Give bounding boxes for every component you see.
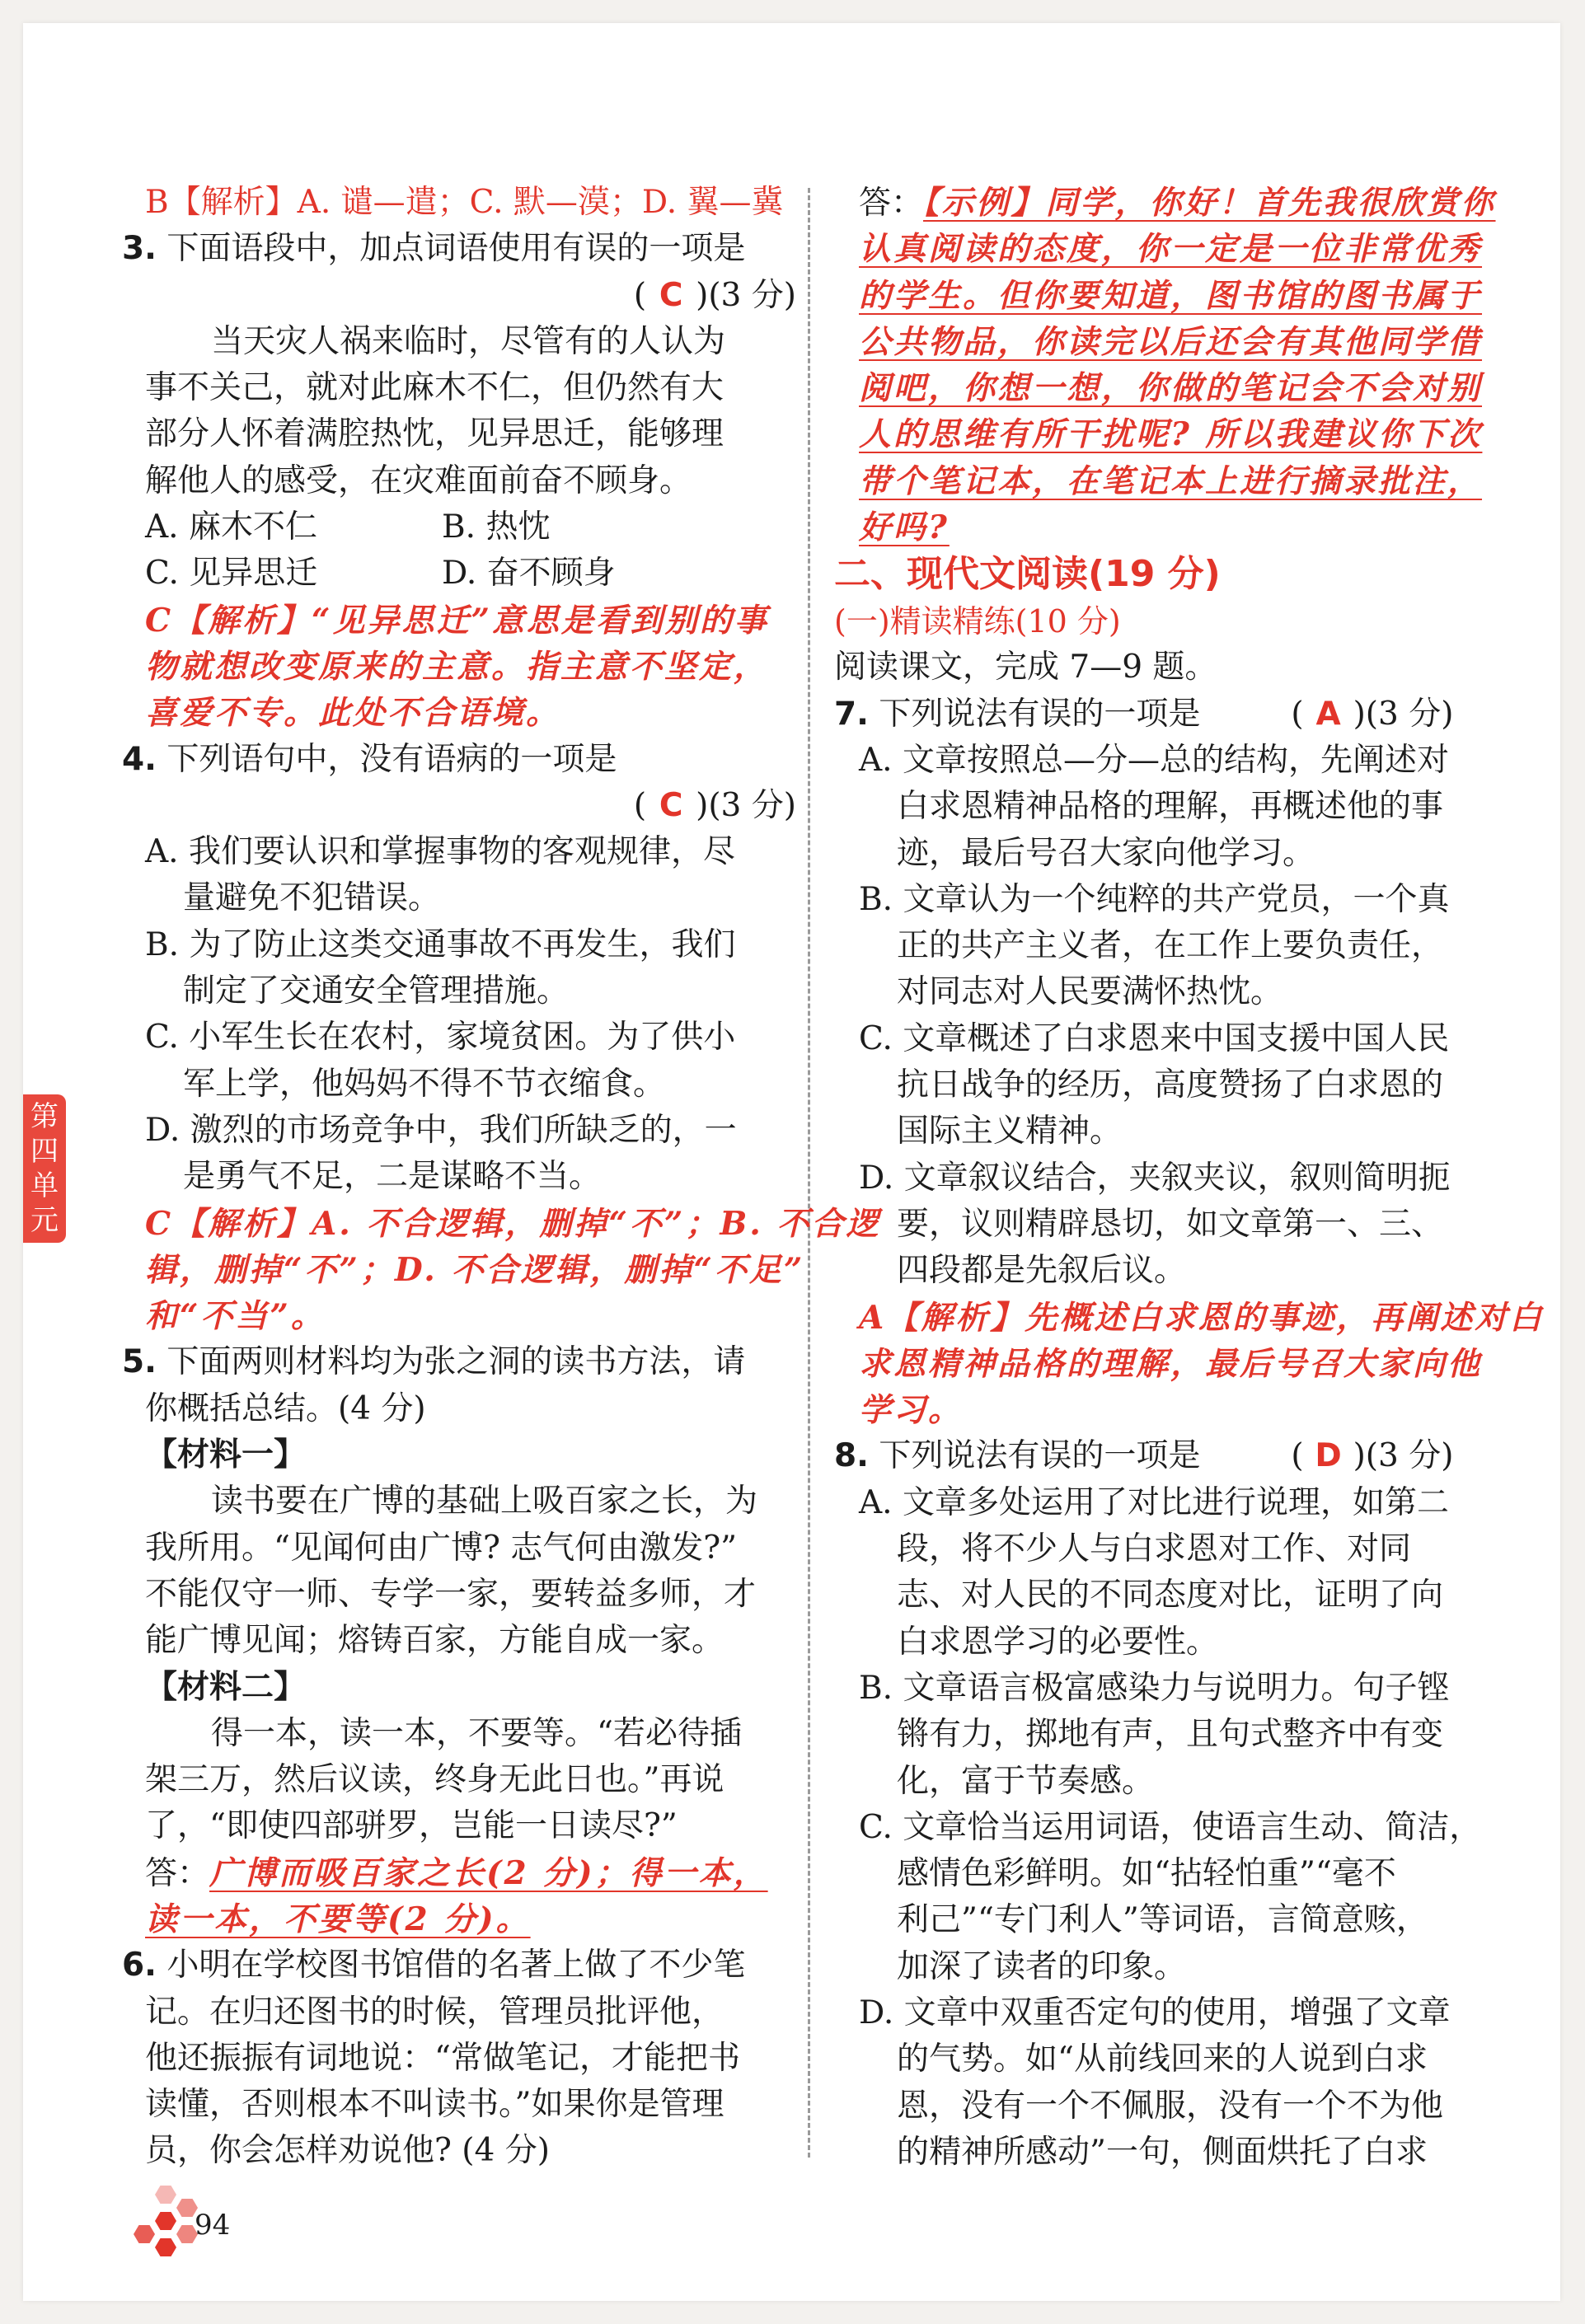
- q6-answer-label: 答：: [859, 185, 924, 222]
- material1-line: 不能仅守一师、专学一家，要转益多师，才: [145, 1575, 757, 1613]
- subsection-1-title: (一)精读精练(10 分): [834, 603, 1121, 640]
- q3-option-c: C. 见异思迁: [145, 555, 318, 593]
- q7-option-line: 对同志对人民要满怀热忱。: [897, 973, 1283, 1011]
- q4-option-line: 量避免不犯错误。: [183, 879, 441, 917]
- unit-side-tab: 第四单元: [23, 1094, 66, 1243]
- q8-option-line: A. 文章多处运用了对比进行说理，如第二: [859, 1483, 1449, 1521]
- q7-option-line: D. 文章叙议结合，夹叙夹议，叙则简明扼: [859, 1159, 1451, 1197]
- q7-answer: A: [1315, 695, 1341, 733]
- q5-stem-text: 下面两则材料均为张之洞的读书方法，请: [166, 1343, 746, 1381]
- material1-title: 【材料一】: [145, 1436, 307, 1474]
- q7-option-line: C. 文章概述了白求恩来中国支援中国人民: [859, 1019, 1450, 1057]
- q3-number: 3.: [122, 230, 157, 268]
- q5-number: 5.: [122, 1343, 157, 1381]
- q6-stem-line: 员，你会怎样劝说他? (4 分): [145, 2132, 550, 2170]
- q3-passage-line: 事不关己，就对此麻木不仁，但仍然有大: [145, 369, 725, 407]
- q3-passage-line: 部分人怀着满腔热忱，见异思迁，能够理: [145, 415, 725, 453]
- q3-options-row: [145, 504, 804, 551]
- workbook-page: [23, 23, 1560, 2301]
- q7-option-line: A. 文章按照总—分—总的结构，先阐述对: [859, 741, 1449, 779]
- q6-stem-line: 读懂，否则根本不叫读书。”如果你是管理: [145, 2086, 725, 2124]
- q7-number: 7.: [834, 695, 869, 733]
- q8-option-line: 加深了读者的印象。: [897, 1947, 1187, 1985]
- q3-analysis-line: 物就想改变原来的主意。指主意不坚定，: [145, 647, 769, 686]
- q3-stem: [122, 226, 804, 272]
- q5-answer-label: 答：: [145, 1854, 210, 1892]
- q7-option-line: 白求恩精神品格的理解，再概述他的事: [897, 788, 1444, 826]
- q8-option-line: 恩，没有一个不佩服，没有一个不为他: [897, 2087, 1444, 2125]
- q8-option-line: 的气势。如“从前线回来的人说到白求: [897, 2041, 1428, 2078]
- q6-stem-line: 记。在归还图书的时候，管理员批评他，: [145, 1993, 725, 2031]
- page-number: 94: [195, 2209, 231, 2242]
- material1-line: 能广博见闻；熔铸百家，方能自成一家。: [145, 1622, 725, 1660]
- q5-answer-line: [145, 1896, 804, 1942]
- reading-intro: 阅读课文，完成 7—9 题。: [834, 649, 1217, 686]
- q3-passage-line: 解他人的感受，在灾难面前奋不顾身。: [145, 462, 692, 499]
- q7-option-line: B. 文章认为一个纯粹的共产党员，一个真: [859, 880, 1450, 918]
- q7-stem: 7. 下列说法有误的一项是 ( A )(3 分): [834, 691, 1518, 738]
- q5-answer-line: [145, 1850, 804, 1896]
- q4-stem-text: 下列语句中，没有语病的一项是: [166, 740, 617, 778]
- q3-option-b: B. 热忱: [442, 508, 551, 546]
- q6-answer-line: 好吗?: [859, 508, 950, 547]
- q3-analysis-line: C【解析】“见异思迁”意思是看到别的事: [145, 601, 769, 640]
- section-2-title: 二、现代文阅读(19 分): [834, 553, 1221, 596]
- q4-option-line: C. 小军生长在农村，家境贫困。为了供小: [145, 1019, 736, 1057]
- left-column: [122, 180, 881, 2175]
- material2-line: 了，“即使四部骈罗，岂能一日读尽?”: [145, 1807, 678, 1845]
- q8-points: (3 分): [1365, 1437, 1454, 1475]
- q3-option-a: A. 麻木不仁: [145, 508, 317, 546]
- q7-analysis-line: 学习。: [859, 1391, 964, 1430]
- material2-line: 得一本，读一本，不要等。“若必待插: [211, 1714, 742, 1752]
- q6-stem-line: 他还振振有词地说：“常做笔记，才能把书: [145, 2039, 740, 2077]
- q4-score: ( C )(3 分): [145, 783, 804, 829]
- q7-points: (3 分): [1365, 695, 1454, 733]
- q5-answer-text: 读一本，不要等(2 分)。: [145, 1900, 531, 1938]
- q7-option-line: 国际主义精神。: [897, 1113, 1123, 1150]
- q8-option-line: 志、对人民的不同态度对比，证明了向: [897, 1577, 1444, 1614]
- q3-options-row: [145, 551, 804, 597]
- q4-analysis-line: C【解析】A. 不合逻辑，删掉“不”；B. 不合逻: [145, 1204, 881, 1243]
- q6-answer-text: 【示例】同学，你好！首先我很欣赏你: [923, 184, 1496, 222]
- q8-option-line: C. 文章恰当运用词语，使语言生动、简洁，: [859, 1808, 1482, 1846]
- column-divider: [808, 188, 810, 2158]
- q7-option-line: 要，议则精辟恳切，如文章第一、三、: [897, 1205, 1444, 1243]
- q6-answer-line: 人的思维有所干扰呢? 所以我建议你下次: [859, 415, 1483, 454]
- q6-answer-line: 阅吧，你想一想，你做的笔记会不会对别: [859, 369, 1483, 408]
- q8-number: 8.: [834, 1437, 869, 1475]
- q8-option-line: 白求恩学习的必要性。: [897, 1623, 1219, 1661]
- q2-analysis: B【解析】A. 谴—遣；C. 默—漠；D. 翼—冀: [145, 184, 784, 221]
- q3-points: (3 分): [708, 276, 796, 314]
- q4-points: (3 分): [708, 786, 796, 824]
- q4-option-line: 制定了交通安全管理措施。: [183, 972, 570, 1010]
- q6-number: 6.: [122, 1947, 157, 1984]
- q4-analysis-line: 和“不当”。: [145, 1297, 326, 1336]
- q4-option-line: 是勇气不足，二是谋略不当。: [183, 1158, 602, 1196]
- material2-line: 架三万，然后议读，终身无此日也。”再说: [145, 1761, 725, 1799]
- right-column: [834, 180, 1545, 2176]
- q6-answer-line: 带个笔记本，在笔记本上进行摘录批注，: [859, 462, 1483, 500]
- q3-score: ( C )(3 分): [145, 273, 804, 319]
- q4-option-line: B. 为了防止这类交通事故不再发生，我们: [145, 925, 736, 963]
- q6-stem: [122, 1942, 804, 1989]
- q8-option-line: 段，将不少人与白求恩对工作、对同: [897, 1530, 1412, 1568]
- q8-option-line: 利己”“专门利人”等词语，言简意赅，: [897, 1901, 1428, 1939]
- material1-line: 我所用。“见闻何由广博? 志气何由激发?”: [145, 1529, 738, 1567]
- q6-answer-line: 认真阅读的态度，你一定是一位非常优秀: [859, 230, 1483, 269]
- q3-analysis-line: 喜爱不专。此处不合语境。: [145, 694, 561, 733]
- q3-option-d: D. 奋不顾身: [442, 555, 616, 593]
- q4-stem: [122, 737, 804, 783]
- q7-analysis-line: A【解析】先概述白求恩的事迹，再阐述对白: [859, 1298, 1545, 1337]
- q7-option-line: 迹，最后号召大家向他学习。: [897, 834, 1315, 872]
- q3-answer: C: [659, 276, 683, 314]
- material1-line: 读书要在广博的基础上吸百家之长，为: [211, 1483, 758, 1520]
- q8-option-line: 锵有力，掷地有声，且句式整齐中有变: [897, 1716, 1444, 1754]
- q8-option-line: D. 文章中双重否定句的使用，增强了文章: [859, 1994, 1451, 2031]
- q5-answer-text: 广博而吸百家之长(2 分)；得一本，: [209, 1853, 768, 1892]
- q8-stem: 8. 下列说法有误的一项是 ( D )(3 分): [834, 1433, 1518, 1479]
- q8-option-line: B. 文章语言极富感染力与说明力。句子铿: [859, 1669, 1450, 1707]
- q5-stem: [122, 1339, 804, 1385]
- q8-answer: D: [1315, 1437, 1342, 1475]
- q8-option-line: 化，富于节奏感。: [897, 1762, 1155, 1800]
- q7-option-line: 正的共产主义者，在工作上要负责任，: [897, 927, 1444, 965]
- q5-stem-line: 你概括总结。(4 分): [145, 1389, 426, 1427]
- q7-option-line: 抗日战争的经历，高度赞扬了白求恩的: [897, 1066, 1444, 1104]
- q4-option-line: 军上学，他妈妈不得不节衣缩食。: [183, 1065, 666, 1103]
- q7-analysis-line: 求恩精神品格的理解，最后号召大家向他: [859, 1344, 1483, 1383]
- q4-number: 4.: [122, 740, 157, 778]
- q8-stem-text: 下列说法有误的一项是: [879, 1437, 1201, 1475]
- q8-option-line: 感情色彩鲜明。如“拈轻怕重”“毫不: [897, 1855, 1396, 1893]
- q3-passage-line: 当天灾人祸来临时，尽管有的人认为: [211, 322, 726, 360]
- q3-stem-text: 下面语段中，加点词语使用有误的一项是: [166, 230, 746, 268]
- q7-option-line: 四段都是先叙后议。: [897, 1252, 1187, 1290]
- q4-option-line: A. 我们要认识和掌握事物的客观规律，尽: [145, 833, 735, 871]
- q6-stem-text: 小明在学校图书馆借的名著上做了不少笔: [166, 1947, 746, 1984]
- q4-answer: C: [659, 786, 683, 824]
- material2-title: 【材料二】: [145, 1668, 307, 1706]
- q7-stem-text: 下列说法有误的一项是: [879, 695, 1201, 733]
- q6-answer-line: 公共物品，你读完以后还会有其他同学借: [859, 322, 1483, 361]
- q4-analysis-line: 辑，删掉“不”；D. 不合逻辑，删掉“不足”: [145, 1250, 805, 1289]
- q8-option-line: 的精神所感动”一句，侧面烘托了白求: [897, 2133, 1428, 2171]
- q4-option-line: D. 激烈的市场竞争中，我们所缺乏的，一: [145, 1111, 737, 1149]
- q6-answer-line: 的学生。但你要知道，图书馆的图书属于: [859, 276, 1483, 315]
- q6-answer-line: [859, 180, 1518, 226]
